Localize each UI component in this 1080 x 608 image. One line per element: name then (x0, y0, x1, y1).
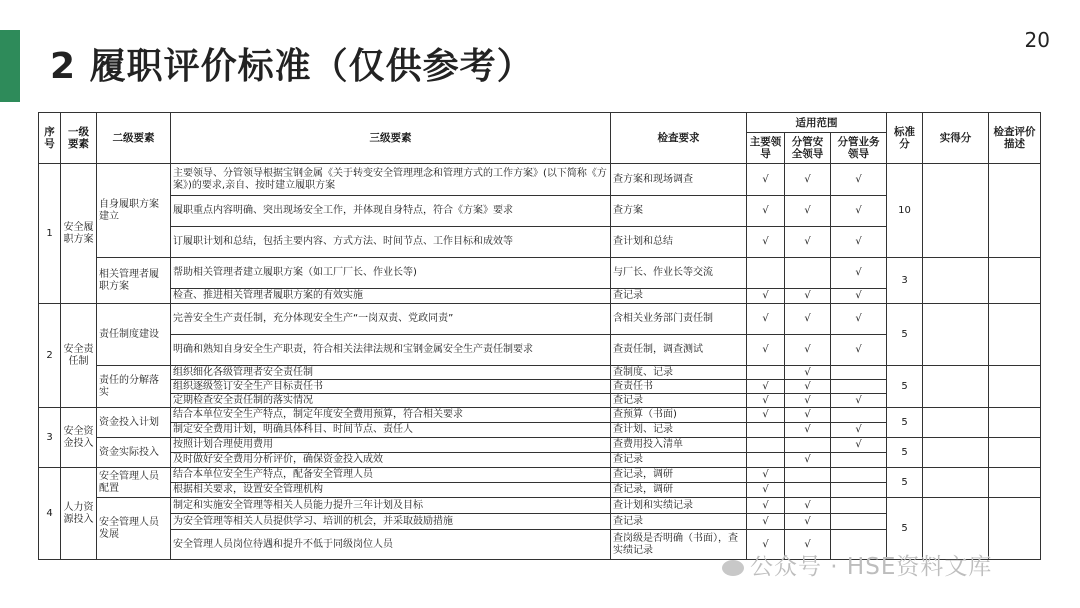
cell-main-leader: √ (747, 394, 785, 408)
cell-actual-score (923, 438, 989, 468)
cell-main-leader: √ (747, 380, 785, 394)
cell-level3: 帮助相关管理者建立履职方案（如工厂厂长、作业长等) (171, 258, 611, 289)
cell-business-leader: √ (831, 196, 887, 227)
cell-level1: 安全履职方案 (61, 164, 97, 304)
table-row (39, 408, 1041, 423)
cell-desc (989, 438, 1041, 468)
cell-check: 查计划和实绩记录 (611, 498, 747, 514)
header-actual-score: 实得分 (923, 113, 989, 164)
cell-check: 查方案 (611, 196, 747, 227)
cell-business-leader: √ (831, 394, 887, 408)
cell-level3: 安全管理人员岗位待遇和提升不低于同级岗位人员 (171, 530, 611, 560)
cell-check: 查费用投入清单 (611, 438, 747, 453)
cell-safety-leader (785, 468, 831, 483)
header-scope: 适用范围 (747, 113, 887, 133)
evaluation-table-wrapper (38, 112, 1040, 560)
cell-business-leader (831, 468, 887, 483)
cell-desc (989, 366, 1041, 408)
cell-safety-leader: √ (785, 227, 831, 258)
cell-desc (989, 408, 1041, 438)
cell-check: 查记录，调研 (611, 468, 747, 483)
cell-main-leader (747, 438, 785, 453)
cell-business-leader: √ (831, 164, 887, 196)
cell-main-leader: √ (747, 335, 785, 366)
cell-std-score: 5 (887, 408, 923, 438)
watermark (722, 548, 992, 581)
cell-seq: 3 (39, 408, 61, 468)
cell-level1: 人力资源投入 (61, 468, 97, 560)
cell-level3: 组织逐级签订安全生产目标责任书 (171, 380, 611, 394)
cell-main-leader: √ (747, 498, 785, 514)
cell-check: 查记录 (611, 514, 747, 530)
cell-safety-leader: √ (785, 289, 831, 304)
cell-std-score: 3 (887, 258, 923, 304)
cell-level3: 主要领导、分管领导根据宝钢金属《关于转变安全管理理念和管理方式的工作方案》(以下简称《方案》)的要求,亲自、按时建立履职方案 (171, 164, 611, 196)
cell-safety-leader (785, 483, 831, 498)
cell-safety-leader: √ (785, 423, 831, 438)
cell-safety-leader: √ (785, 196, 831, 227)
cell-check: 查记录 (611, 453, 747, 468)
cell-check: 查预算（书面) (611, 408, 747, 423)
header-desc: 检查评价描述 (989, 113, 1041, 164)
cell-business-leader (831, 366, 887, 380)
cell-safety-leader: √ (785, 394, 831, 408)
cell-check: 查制度、记录 (611, 366, 747, 380)
cell-level3: 定期检查安全责任制的落实情况 (171, 394, 611, 408)
cell-level3: 履职重点内容明确、突出现场安全工作，并体现自身特点，符合《方案》要求 (171, 196, 611, 227)
cell-std-score: 5 (887, 366, 923, 408)
header-std-score: 标准分 (887, 113, 923, 164)
cell-business-leader (831, 453, 887, 468)
cell-level1: 安全资金投入 (61, 408, 97, 468)
cell-check: 查记录，调研 (611, 483, 747, 498)
page-title: 2 履职评价标准（仅供参考） (50, 46, 534, 87)
table-row (39, 258, 1041, 289)
cell-level3: 为安全管理等相关人员提供学习、培训的机会，并采取鼓励措施 (171, 514, 611, 530)
cell-level3: 完善安全生产责任制，充分体现安全生产“一岗双责、党政同责” (171, 304, 611, 335)
cell-actual-score (923, 258, 989, 304)
cell-std-score: 5 (887, 468, 923, 498)
cell-business-leader: √ (831, 423, 887, 438)
table-row (39, 438, 1041, 453)
cell-main-leader: √ (747, 530, 785, 560)
cell-level2: 自身履职方案建立 (97, 164, 171, 258)
cell-safety-leader: √ (785, 335, 831, 366)
cell-main-leader: √ (747, 164, 785, 196)
cell-level3: 按照计划合理使用费用 (171, 438, 611, 453)
cell-business-leader (831, 483, 887, 498)
header-business-leader: 分管业务领导 (831, 133, 887, 164)
cell-level3: 组织细化各级管理者安全责任制 (171, 366, 611, 380)
cell-business-leader: √ (831, 304, 887, 335)
cell-seq: 1 (39, 164, 61, 304)
cell-business-leader: √ (831, 335, 887, 366)
header-seq: 序号 (39, 113, 61, 164)
cell-desc (989, 468, 1041, 498)
cell-level3: 制定和实施安全管理等相关人员能力提升三年计划及目标 (171, 498, 611, 514)
cell-check: 查责任制，调查测试 (611, 335, 747, 366)
cell-level2: 责任的分解落实 (97, 366, 171, 408)
cell-std-score: 5 (887, 304, 923, 366)
cell-main-leader (747, 366, 785, 380)
cell-check: 查责任书 (611, 380, 747, 394)
cell-level3: 及时做好安全费用分析评价，确保资金投入成效 (171, 453, 611, 468)
header-level2: 二级要素 (97, 113, 171, 164)
cell-safety-leader: √ (785, 380, 831, 394)
cell-safety-leader: √ (785, 514, 831, 530)
accent-bar (0, 30, 20, 102)
cell-desc (989, 258, 1041, 304)
cell-business-leader: √ (831, 227, 887, 258)
cell-actual-score (923, 408, 989, 438)
cell-safety-leader (785, 438, 831, 453)
cell-safety-leader: √ (785, 366, 831, 380)
cell-main-leader (747, 423, 785, 438)
cell-level3: 订履职计划和总结，包括主要内容、方式方法、时间节点、工作目标和成效等 (171, 227, 611, 258)
table-row (39, 304, 1041, 335)
cell-check: 查计划和总结 (611, 227, 747, 258)
cell-safety-leader: √ (785, 304, 831, 335)
cell-level2: 责任制度建设 (97, 304, 171, 366)
cell-desc (989, 164, 1041, 258)
cell-level3: 检查、推进相关管理者履职方案的有效实施 (171, 289, 611, 304)
cell-main-leader: √ (747, 227, 785, 258)
cell-check: 查记录 (611, 289, 747, 304)
cell-check: 含相关业务部门责任制 (611, 304, 747, 335)
cell-level3: 制定安全费用计划，明确具体科目、时间节点、责任人 (171, 423, 611, 438)
table-row (39, 468, 1041, 483)
watermark-text: 公众号 · HSE资料文库 (750, 554, 993, 580)
cell-safety-leader: √ (785, 530, 831, 560)
cell-check: 查记录 (611, 394, 747, 408)
cell-business-leader: √ (831, 438, 887, 453)
header-level3: 三级要素 (171, 113, 611, 164)
cell-level1: 安全责任制 (61, 304, 97, 408)
header-check: 检查要求 (611, 113, 747, 164)
cell-business-leader (831, 498, 887, 514)
wechat-icon (722, 560, 744, 576)
cell-main-leader: √ (747, 468, 785, 483)
cell-std-score: 10 (887, 164, 923, 258)
cell-safety-leader: √ (785, 453, 831, 468)
cell-safety-leader: √ (785, 498, 831, 514)
cell-safety-leader: √ (785, 408, 831, 423)
cell-safety-leader (785, 258, 831, 289)
cell-business-leader: √ (831, 289, 887, 304)
cell-main-leader (747, 258, 785, 289)
cell-main-leader (747, 453, 785, 468)
header-main-leader: 主要领导 (747, 133, 785, 164)
table-body (39, 164, 1041, 560)
cell-level3: 结合本单位安全生产特点，配备安全管理人员 (171, 468, 611, 483)
cell-actual-score (923, 468, 989, 498)
table-row (39, 498, 1041, 514)
cell-business-leader (831, 380, 887, 394)
cell-main-leader: √ (747, 289, 785, 304)
cell-check: 查计划、记录 (611, 423, 747, 438)
cell-main-leader: √ (747, 514, 785, 530)
cell-check: 与厂长、作业长等交流 (611, 258, 747, 289)
cell-level3: 结合本单位安全生产特点，制定年度安全费用预算，符合相关要求 (171, 408, 611, 423)
cell-actual-score (923, 164, 989, 258)
cell-level2: 资金实际投入 (97, 438, 171, 468)
cell-seq: 2 (39, 304, 61, 408)
table-row (39, 164, 1041, 196)
cell-desc (989, 304, 1041, 366)
header-level1: 一级要素 (61, 113, 97, 164)
cell-level3: 根据相关要求，设置安全管理机构 (171, 483, 611, 498)
cell-business-leader (831, 514, 887, 530)
cell-level2: 安全管理人员发展 (97, 498, 171, 560)
cell-actual-score (923, 366, 989, 408)
cell-seq: 4 (39, 468, 61, 560)
cell-safety-leader: √ (785, 164, 831, 196)
cell-std-score: 5 (887, 438, 923, 468)
cell-main-leader: √ (747, 408, 785, 423)
cell-check: 查岗级是否明确（书面），查实绩记录 (611, 530, 747, 560)
cell-actual-score (923, 304, 989, 366)
cell-level2: 安全管理人员配置 (97, 468, 171, 498)
cell-business-leader: √ (831, 258, 887, 289)
cell-level3: 明确和熟知自身安全生产职责，符合相关法律法规和宝钢金属安全生产责任制要求 (171, 335, 611, 366)
page-number: 20 (1024, 28, 1050, 52)
cell-main-leader: √ (747, 304, 785, 335)
cell-main-leader: √ (747, 196, 785, 227)
header-safety-leader: 分管安全领导 (785, 133, 831, 164)
cell-check: 查方案和现场调查 (611, 164, 747, 196)
cell-std-score: 5 (887, 498, 923, 560)
cell-business-leader (831, 408, 887, 423)
cell-level2: 相关管理者履职方案 (97, 258, 171, 304)
cell-level2: 资金投入计划 (97, 408, 171, 438)
table-row (39, 366, 1041, 380)
cell-desc (989, 498, 1041, 560)
cell-main-leader: √ (747, 483, 785, 498)
evaluation-table (38, 112, 1041, 560)
